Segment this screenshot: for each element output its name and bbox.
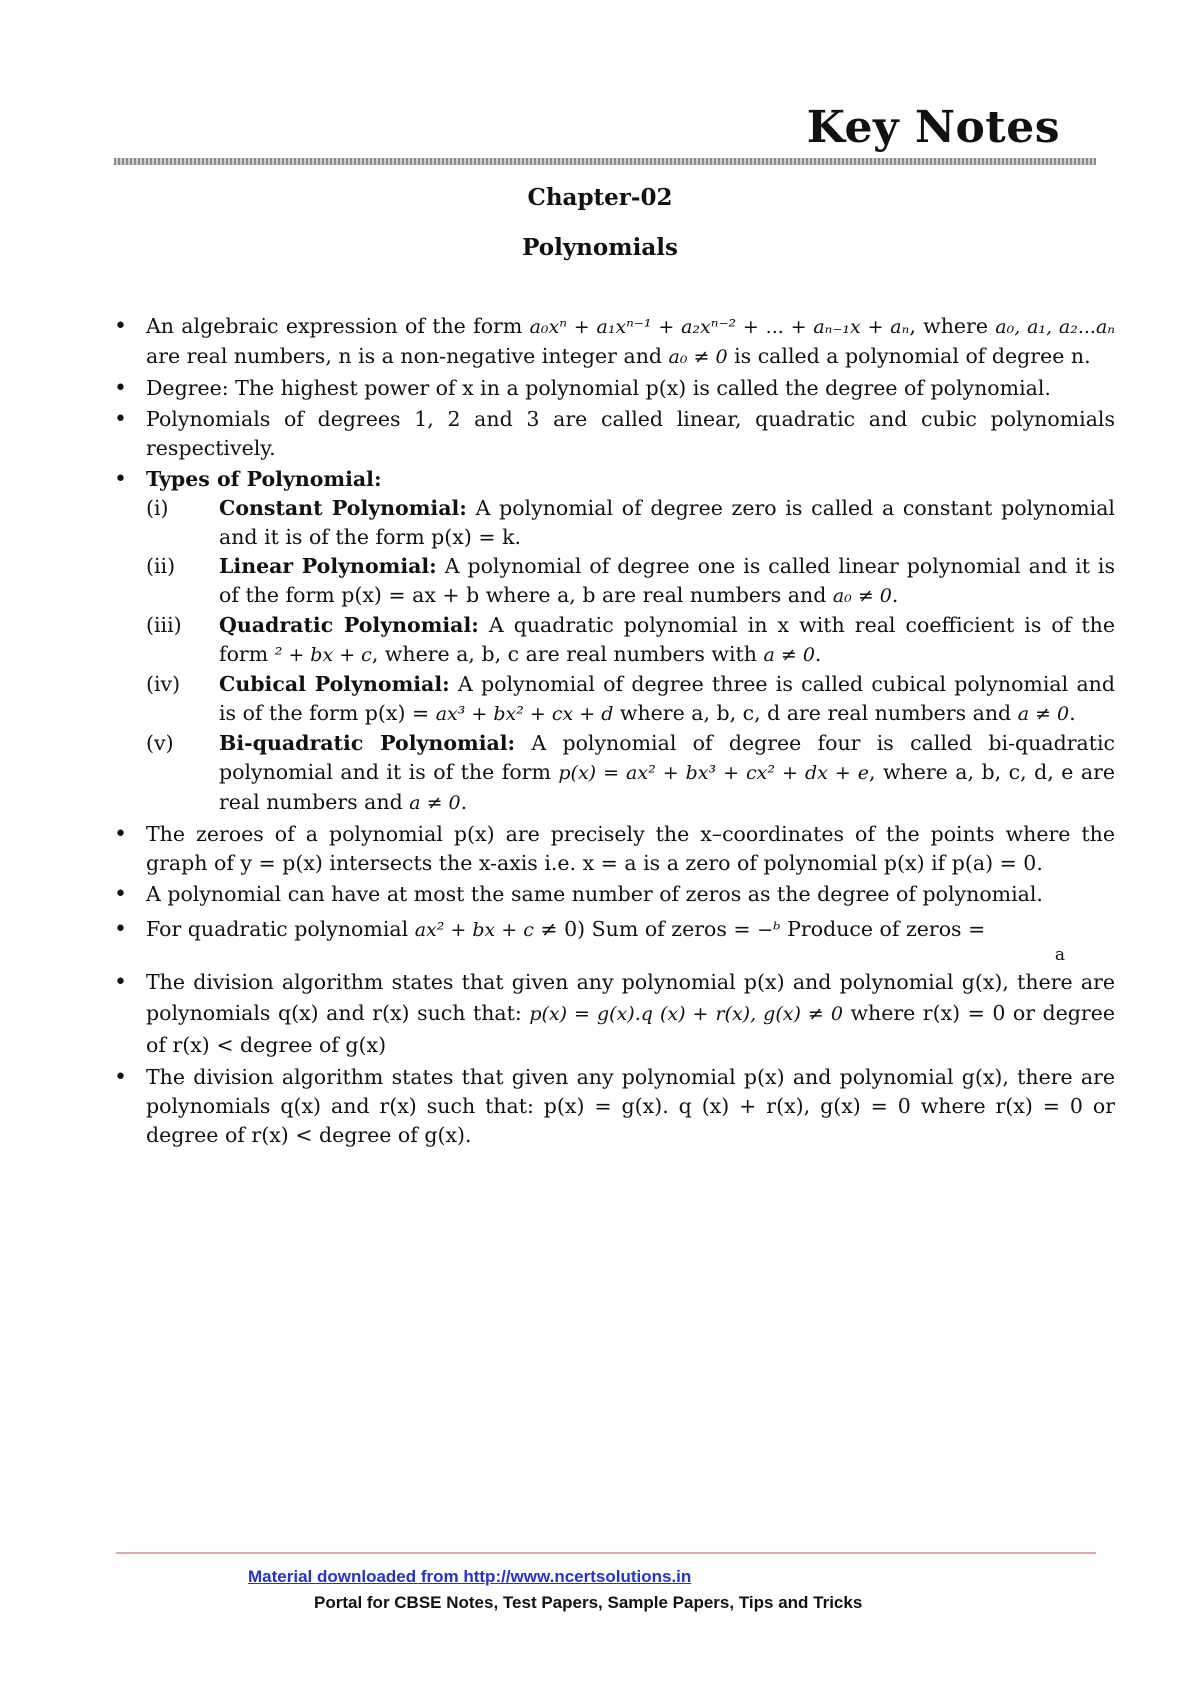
type-item-linear [146,552,1115,611]
note-max-zeros: • A polynomial can have at most the same number of zeros as the degree of polynomial. [110,880,1115,909]
footer-divider [116,1552,1096,1554]
type-number: (iv) [146,672,181,696]
key-notes-title: Key Notes [806,102,1060,153]
type-name: Quadratic Polynomial: [219,613,479,637]
subject-heading: Polynomials [522,234,678,261]
notes-list [110,312,1115,1150]
type-description: A polynomial of degree three is called cubical polynomial and is of the form p(x) = [219,672,1115,725]
type-description: A polynomial of degree four is called bi-quadratic polynomial and it is of the form [219,731,1115,784]
type-description: A quadratic polynomial in x with real coefficient is of the form [219,613,1115,666]
type-item-biquadratic [146,729,1115,818]
note-text: ≠ 0) Sum of zeros = [533,917,758,941]
notes-content [110,312,1115,1152]
note-degree-names: • Polynomials of degrees 1, 2 and 3 are called linear, quadratic and cubic polynomials respectively. [110,405,1115,463]
note-text: For quadratic polynomial [146,917,415,941]
type-name: Cubical Polynomial: [219,672,450,696]
type-condition: a ≠ 0 [763,644,815,666]
division-algorithm-expression: p(x) = g(x).q (x) + r(x), g(x) ≠ 0 [529,1003,843,1025]
note-text: are real numbers, n is a non-negative integer and [146,344,669,368]
polynomial-general-form: a₀xⁿ + a₁xⁿ⁻¹ + a₂xⁿ⁻² + ... + aₙ₋₁x + aₙ [529,316,910,338]
note-types-of-polynomial [110,465,1115,818]
type-formula: p(x) = ax² + bx³ + cx² + dx + e [558,762,869,784]
type-description-end: . [814,642,822,666]
note-text: is called a polynomial of degree n. [727,344,1091,368]
type-item-cubic [146,670,1115,729]
type-description-mid: , where a, b, c are real numbers with [371,642,764,666]
note-text: where r(x) = 0 or degree of r(x) < degree of g(x) [146,1001,1115,1057]
type-condition: a ≠ 0 [409,792,461,814]
types-list [146,494,1115,818]
note-division-algorithm-2: • The division algorithm states that given any polynomial p(x) and polynomial g(x), there are polynomials q(x) and r(x) such that: p(x) = g(x). q (x) + r(x), g(x) = 0 where r(x) = 0 or degree of r(x) < degree of g(x). [110,1063,1115,1150]
type-name: Bi-quadratic Polynomial: [219,731,516,755]
type-condition: a₀ ≠ 0 [832,585,892,607]
type-number: (v) [146,731,174,755]
types-heading: Types of Polynomial: [146,467,382,491]
chapter-heading: Chapter-02 [527,184,673,211]
type-description-mid: , where a, b, c, d, e are real numbers and [219,760,1116,814]
note-degree: • Degree: The highest power of x in a polynomial p(x) is called the degree of polynomial. [110,374,1115,403]
type-number: (i) [146,496,169,520]
quadratic-expression: ax² + bx + c [414,919,534,941]
type-formula: ² + bx + c [274,644,372,666]
type-name: Linear Polynomial: [219,554,437,578]
type-name: Constant Polynomial: [219,496,467,520]
note-text: , where [909,314,996,338]
type-description-end: . [460,790,468,814]
header-divider [114,158,1096,165]
note-text: An algebraic expression of the form [146,314,530,338]
type-description: A polynomial of degree one is called linear polynomial and it is of the form p(x) = ax + b where a, b are real numbers and [219,554,1115,607]
type-description: A polynomial of degree zero is called a constant polynomial and it is of the form p(x) = k. [219,496,1115,549]
type-number: (iii) [146,613,182,637]
type-formula: ax³ + bx² + cx + d [435,703,614,725]
note-quadratic-zeros [110,915,1115,965]
footer-tagline: Portal for CBSE Notes, Test Papers, Sample Papers, Tips and Tricks [314,1593,863,1612]
source-link[interactable]: Material downloaded from http://www.ncertsolutions.in [248,1567,692,1586]
type-item-constant [146,494,1115,552]
note-polynomial-definition [110,312,1115,372]
type-description-mid: where a, b, c, d are real numbers and [613,701,1018,725]
note-text: Produce of zeros = [780,917,986,941]
type-description-end: . [1069,701,1076,725]
type-description-end: . [891,583,899,607]
sum-of-zeros-fraction: −ᵇ [757,919,781,941]
note-division-algorithm-1 [110,967,1115,1061]
type-item-quadratic [146,611,1115,670]
type-condition: a ≠ 0 [1017,703,1070,725]
coefficient-list: a₀, a₁, a₂...aₙ [995,316,1115,338]
type-number: (ii) [146,554,176,578]
fraction-denominator: a [1054,945,1065,965]
note-text: The division algorithm states that given any polynomial p(x) and polynomial g(x), there are polynomials q(x) and r(x) such that: [146,970,1115,1025]
leading-coefficient-condition: a₀ ≠ 0 [668,346,728,368]
note-zeroes-graph: • The zeroes of a polynomial p(x) are precisely the x–coordinates of the points where the graph of y = p(x) intersects the x-axis i.e. x = a is a zero of polynomial p(x) if p(a) = 0. [110,820,1115,878]
